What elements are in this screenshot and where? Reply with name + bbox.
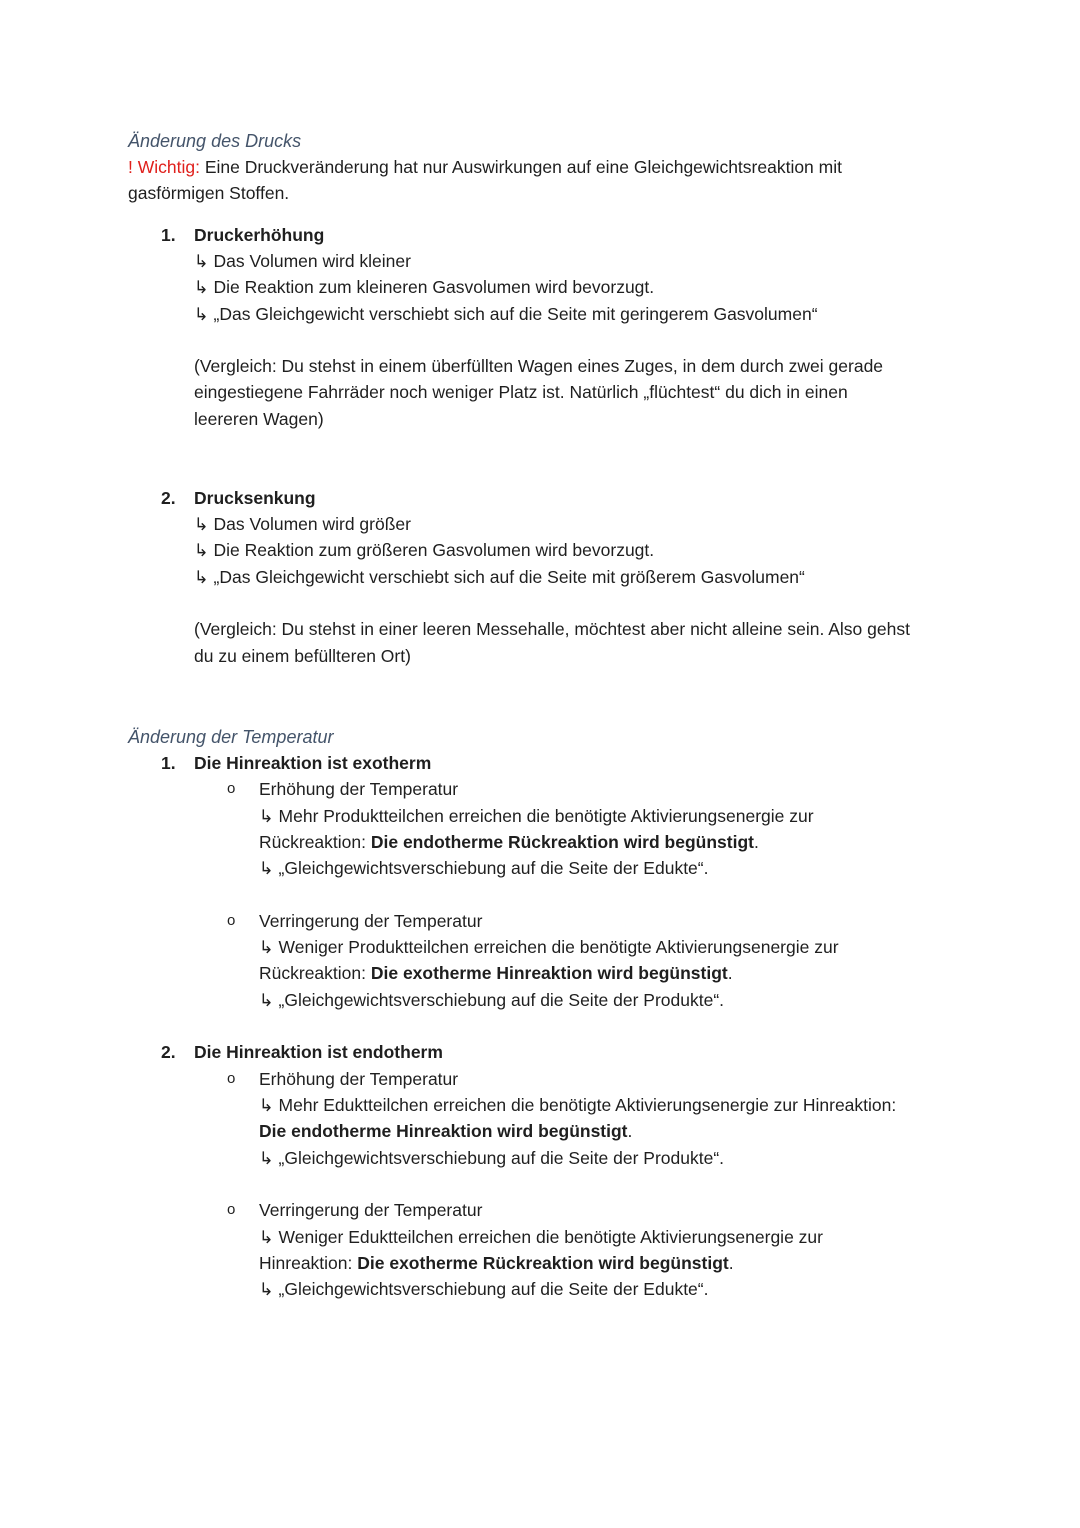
item-title-pressure-decrease: Drucksenkung [194, 488, 316, 508]
sub-line: ↳ Mehr Produktteilchen erreichen die benötigte Aktivierungsenergie zur [259, 806, 814, 826]
sub-line [259, 962, 733, 984]
item-line: ↳ Die Reaktion zum größeren Gasvolumen wird bevorzugt. [194, 540, 655, 560]
sub-title: Erhöhung der Temperatur [259, 779, 459, 799]
sub-line-plain: Rückreaktion: [259, 963, 371, 983]
sub-line: ↳ Weniger Produktteilchen erreichen die benötigte Aktivierungsenergie zur [259, 937, 839, 957]
sub-line-bold: Die endotherme Rückreaktion wird begünstigt [370, 832, 754, 852]
list-number: 2. [161, 1042, 176, 1062]
sub-line-end: . [728, 1253, 734, 1273]
sub-line: ↳ Weniger Eduktteilchen erreichen die benötigte Aktivierungsenergie zur [259, 1227, 823, 1247]
sub-line [259, 1252, 734, 1274]
bullet-icon: o [227, 912, 236, 929]
sub-line-bold: Die endotherme Hinreaktion wird begünstigt [259, 1121, 628, 1141]
section-heading-pressure: Änderung des Drucks [128, 131, 302, 151]
sub-line: ↳ Mehr Eduktteilchen erreichen die benötigte Aktivierungsenergie zur Hinreaktion: [259, 1095, 897, 1115]
item-line: ↳ „Das Gleichgewicht verschiebt sich auf die Seite mit geringerem Gasvolumen“ [194, 304, 818, 324]
list-number: 1. [161, 753, 176, 773]
sub-line-plain: Rückreaktion: [259, 832, 371, 852]
sub-line-end: . [627, 1121, 633, 1141]
sub-title: Verringerung der Temperatur [259, 1200, 483, 1220]
bullet-icon: o [227, 1201, 236, 1218]
comparison-line: (Vergleich: Du stehst in einer leeren Messehalle, möchtest aber nicht alleine sein. Also gehst [194, 619, 910, 639]
sub-line: ↳ „Gleichgewichtsverschiebung auf die Seite der Produkte“. [259, 1148, 725, 1168]
item-line: ↳ Das Volumen wird kleiner [194, 251, 411, 271]
sub-line [259, 831, 759, 853]
sub-line: ↳ „Gleichgewichtsverschiebung auf die Seite der Edukte“. [259, 1279, 709, 1299]
important-label: ! Wichtig: [128, 157, 200, 177]
bullet-icon: o [227, 1070, 236, 1087]
list-number: 2. [161, 488, 176, 508]
case-title-exothermic: Die Hinreaktion ist exotherm [194, 753, 432, 773]
comparison-line: eingestiegene Fahrräder noch weniger Platz ist. Natürlich „flüchtest“ du dich in einen [194, 382, 848, 402]
sub-line-plain: Hinreaktion: [259, 1253, 358, 1273]
item-line: ↳ Das Volumen wird größer [194, 514, 411, 534]
item-title-pressure-increase: Druckerhöhung [194, 225, 325, 245]
important-note-cont: gasförmigen Stoffen. [128, 183, 290, 203]
important-note [128, 156, 842, 178]
comparison-line: du zu einem befüllteren Ort) [194, 646, 411, 666]
sub-line-end: . [753, 832, 759, 852]
sub-line-end: . [727, 963, 733, 983]
important-text: Eine Druckveränderung hat nur Auswirkungen auf eine Gleichgewichtsreaktion mit [199, 157, 842, 177]
item-line: ↳ „Das Gleichgewicht verschiebt sich auf die Seite mit größerem Gasvolumen“ [194, 567, 805, 587]
sub-line: ↳ „Gleichgewichtsverschiebung auf die Seite der Produkte“. [259, 990, 725, 1010]
sub-title: Verringerung der Temperatur [259, 911, 483, 931]
case-title-endothermic: Die Hinreaktion ist endotherm [194, 1042, 443, 1062]
list-number: 1. [161, 225, 176, 245]
sub-line-bold: Die exotherme Rückreaktion wird begünstigt [357, 1253, 729, 1273]
sub-line: ↳ „Gleichgewichtsverschiebung auf die Seite der Edukte“. [259, 858, 709, 878]
item-line: ↳ Die Reaktion zum kleineren Gasvolumen wird bevorzugt. [194, 277, 655, 297]
comparison-line: (Vergleich: Du stehst in einem überfüllten Wagen eines Zuges, in dem durch zwei gerade [194, 356, 884, 376]
sub-line [259, 1120, 632, 1142]
comparison-line: leereren Wagen) [194, 409, 324, 429]
section-heading-temperature: Änderung der Temperatur [128, 727, 334, 747]
sub-title: Erhöhung der Temperatur [259, 1069, 459, 1089]
bullet-icon: o [227, 780, 236, 797]
sub-line-bold: Die exotherme Hinreaktion wird begünstigt [370, 963, 728, 983]
